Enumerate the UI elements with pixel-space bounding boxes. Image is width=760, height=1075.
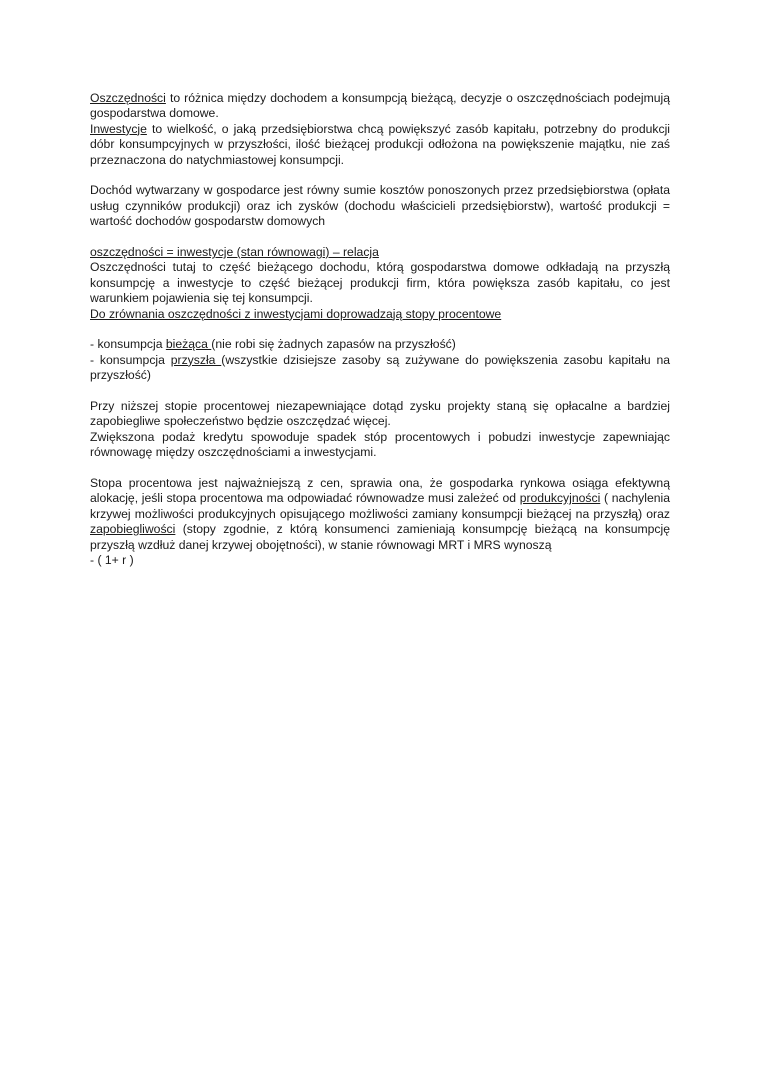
paragraph-savings-definition (90, 91, 670, 122)
savings-definition-text: to różnica między dochodem a konsumpcją bieżącą, decyzje o oszczędnościach podejmują gospodarstwa domowe. (90, 91, 670, 121)
formula-line: - ( 1+ r ) (90, 553, 134, 568)
term-current: bieżąca (165, 337, 212, 352)
paragraph-credit-supply: Zwiększona podaż kredytu spowoduje spadek stóp procentowych i pobudzi inwestycje zapewniając równowagę między oszczędnościami a inwestycjami. (90, 429, 670, 460)
list-item-future-consumption: - konsumpcja przyszła (wszystkie dzisiejsze zasoby są zużywane do powiększenia zasobu kapitału na przyszłość) (90, 352, 670, 383)
paragraph-equilibrium: Oszczędności tutaj to część bieżącego dochodu, którą gospodarstwa domowe odkładają na przyszłą konsumpcję a inwestycje to część bieżącej produkcji firm, która powiększa zasób kapitału, co jest warunkiem pojawienia się tej konsumpcji. (90, 260, 670, 306)
heading-equilibrium: oszczędności = inwestycje (stan równowagi) – relacja (90, 245, 379, 260)
term-thrift: zapobiegliwości (90, 522, 176, 537)
paragraph-investment-definition (90, 122, 670, 168)
list-item-current-consumption: - konsumpcja bieżąca (nie robi się żadnych zapasów na przyszłość) (90, 337, 456, 352)
investment-definition-text: to wielkość, o jaką przedsiębiorstwa chcą powiększyć zasób kapitału, potrzebny do produkcji dóbr konsumpcyjnych w przyszłości, ilość bieżącej produkcji odłożona na powiększenie majątku, nie zaś przeznaczona do natychmiastowej konsumpcji. (90, 121, 670, 167)
paragraph-lower-rate: Przy niższej stopie procentowej niezapewniające dotąd zysku projekty staną się opłacalne a bardziej zapobiegliwe społeczeństwo będzie oszczędzać więcej. (90, 399, 670, 429)
document-body (90, 91, 670, 569)
paragraph-interest-rate: Stopa procentowa jest najważniejszą z cen, sprawia ona, że gospodarka rynkowa osiąga efektywną alokację, jeśli stopa procentowa ma odpowiadać równowadze musi zależeć od produkcyjności ( nachylenia krzywej możliwości produkcyjnych opisującego możliwości zamiany konsumpcji bieżącej na przyszłą) oraz zapobiegliwości (stopy zgodnie, z którą konsumenci zamieniają konsumpcję bieżącą na konsumpcję przyszłą wzdłuż danej krzywej obojętności), w stanie równowagi MRT i MRS wynoszą (90, 476, 670, 552)
term-investment: Inwestycje (90, 121, 147, 136)
paragraph-income: Dochód wytwarzany w gospodarce jest równy sumie kosztów ponoszonych przez przedsiębiorstwa (opłata usług czynników produkcji) oraz ich zysków (dochodu właścicieli przedsiębiorstw), wartość produkcji = wartość dochodów gospodarstw domowych (90, 183, 670, 229)
term-future: przyszła (170, 352, 222, 367)
underlined-interest-rates: Do zrównania oszczędności z inwestycjami doprowadzają stopy procentowe (90, 306, 502, 321)
term-productivity: produkcyjności (519, 491, 601, 506)
term-savings: Oszczędności (90, 91, 166, 105)
